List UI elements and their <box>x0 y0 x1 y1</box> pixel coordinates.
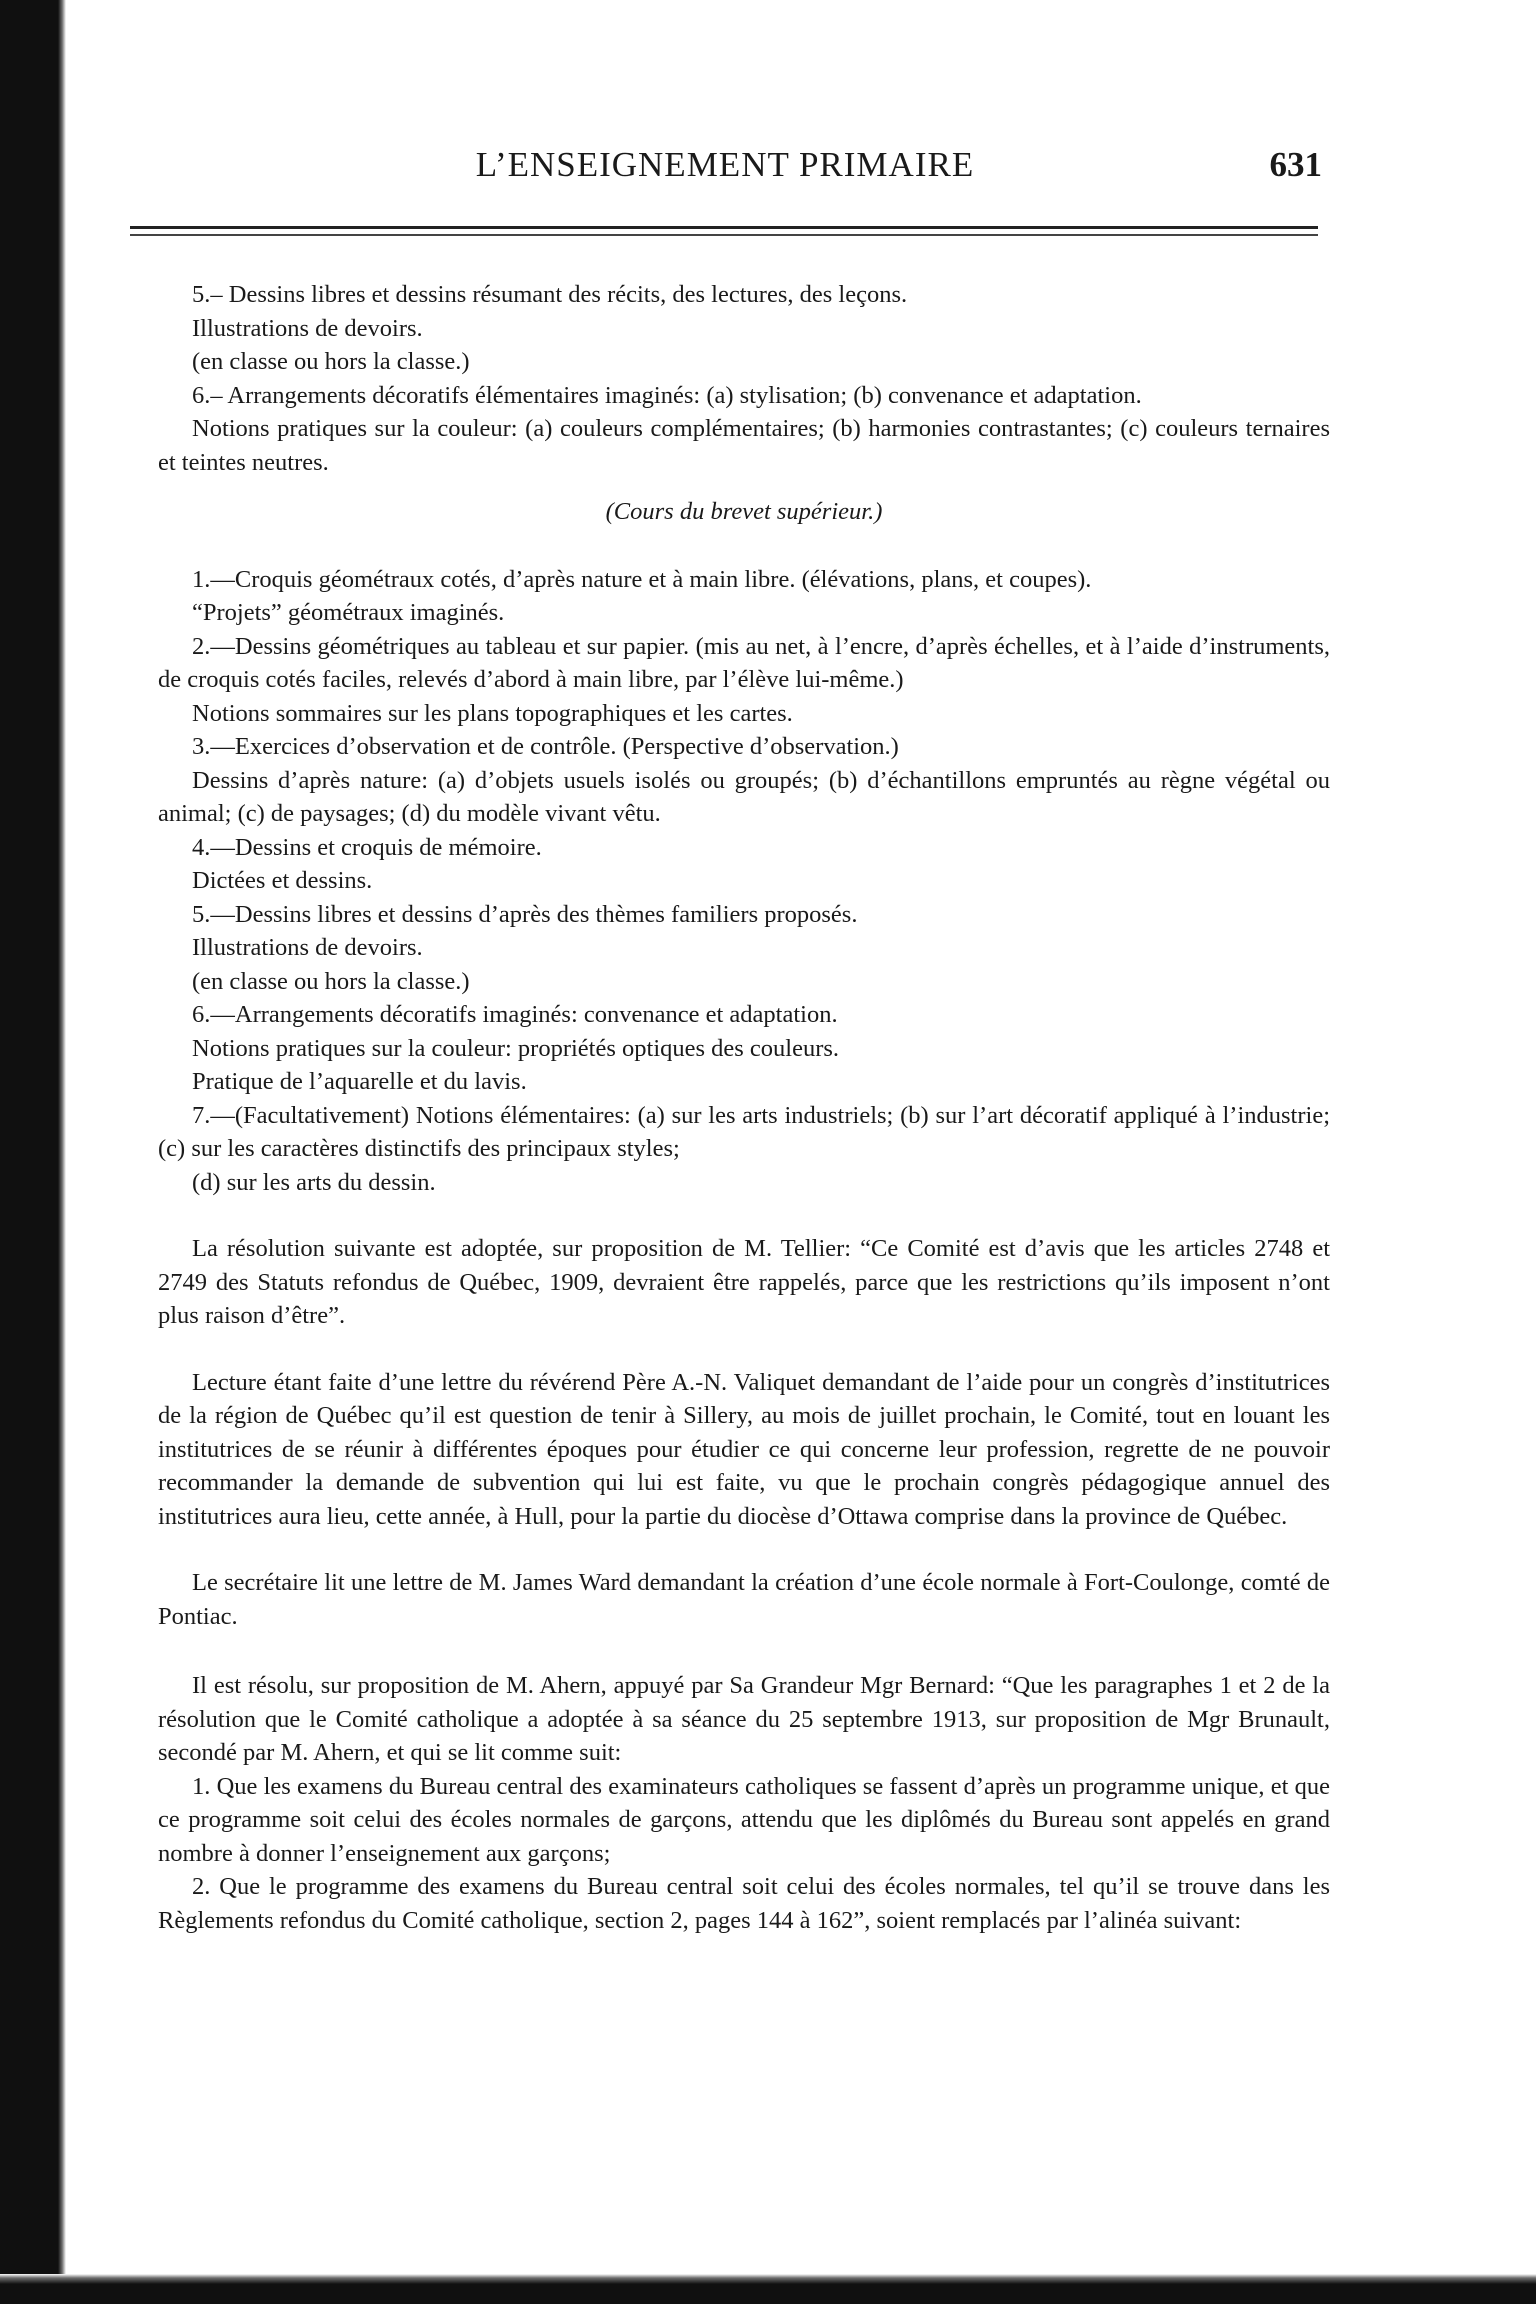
paragraph: 5.—Dessins libres et dessins d’après des thèmes familiers proposés. <box>192 900 858 928</box>
paragraph: Notions pratiques sur la couleur: propriétés optiques des couleurs. <box>192 1034 840 1062</box>
paragraph: 1.—Croquis géométraux cotés, d’après nature et à main libre. (élévations, plans, et coupes). <box>192 565 1092 593</box>
paragraph: 6.– Arrangements décoratifs élémentaires imaginés: (a) stylisation; (b) convenance et adaptation. <box>192 381 1142 409</box>
paragraph: Illustrations de devoirs. <box>192 934 423 961</box>
paragraph: 4.—Dessins et croquis de mémoire. <box>192 833 542 861</box>
paragraph: Le secrétaire lit une lettre de M. James Ward demandant la création d’une école normale à Fort-Coulonge, comté de Pontiac. <box>158 1569 1330 1630</box>
paragraph: 2.—Dessins géométriques au tableau et sur papier. (mis au net, à l’encre, d’après échelles, et à l’aide d’instruments, de croquis cotés faciles, relevés d’abord à main libre, par l’élève lui-même.) <box>158 632 1330 693</box>
paragraph: 7.—(Facultativement) Notions élémentaires: (a) sur les arts industriels; (b) sur l’art décoratif appliqué à l’industrie; (c) sur les caractères distinctifs des principaux styles; <box>158 1101 1330 1162</box>
page-body <box>158 278 1330 1937</box>
paragraph: 2. Que le programme des examens du Bureau central soit celui des écoles normales, tel qu’il se trouve dans les Règlements refondus du Comité catholique, section 2, pages 144 à 162”, soient remplacés par l’alinéa suivant: <box>158 1873 1330 1934</box>
paragraph: 5.– Dessins libres et dessins résumant des récits, des lectures, des leçons. <box>192 281 908 308</box>
paragraph: 1. Que les examens du Bureau central des examinateurs catholiques se fassent d’après un programme unique, et que ce programme soit celui des écoles normales de garçons, attendu que les diplômés du Bureau sont appelés en grand nombre à donner l’enseignement aux garçons; <box>158 1772 1330 1867</box>
paragraph: Dessins d’après nature: (a) d’objets usuels isolés ou groupés; (b) d’échantillons empruntés au règne végétal ou animal; (c) de paysages; (d) du modèle vivant vêtu. <box>158 766 1330 827</box>
section-heading: (Cours du brevet supérieur.) <box>605 498 883 525</box>
page-number: 631 <box>1269 145 1322 184</box>
paragraph: Il est résolu, sur proposition de M. Ahern, appuyé par Sa Grandeur Mgr Bernard: “Que les paragraphes 1 et 2 de la résolution que le Comité catholique a adoptée à sa séance du 25 septembre 1913, sur proposition de Mgr Brunault, secondé par M. Ahern, et qui se lit comme suit: <box>158 1672 1330 1766</box>
paragraph: Notions sommaires sur les plans topographiques et les cartes. <box>192 699 793 727</box>
scan-border-bottom <box>0 2274 1536 2304</box>
paragraph: “Projets” géométraux imaginés. <box>192 599 505 626</box>
paragraph: (en classe ou hors la classe.) <box>192 967 470 995</box>
page-header <box>128 140 1322 200</box>
paragraph: Notions pratiques sur la couleur: (a) couleurs complémentaires; (b) harmonies contrastantes; (c) couleurs ternaires et teintes neutres. <box>158 415 1330 476</box>
header-rule-top <box>130 226 1318 229</box>
paragraph: 3.—Exercices d’observation et de contrôle. (Perspective d’observation.) <box>192 733 899 760</box>
header-rule-bottom <box>130 234 1318 236</box>
paragraph: (en classe ou hors la classe.) <box>192 348 470 375</box>
paragraph: La résolution suivante est adoptée, sur proposition de M. Tellier: “Ce Comité est d’avis que les articles 2748 et 2749 des Statuts refondus de Québec, 1909, devraient être rappelés, parce que les restrictions qu’ils imposent n’ont plus raison d’être”. <box>158 1235 1330 1329</box>
scan-border-left <box>0 0 66 2304</box>
paragraph: (d) sur les arts du dessin. <box>192 1168 436 1196</box>
paragraph: Lecture étant faite d’une lettre du révérend Père A.-N. Valiquet demandant de l’aide pour un congrès d’institutrices de la région de Québec qu’il est question de tenir à Sillery, au mois de juillet prochain, le Comité, tout en louant les institutrices de se réunir à différentes époques pour étudier ce qui concerne leur profession, regrette de ne pouvoir recommander la demande de subvention qui lui est faite, vu que le prochain congrès pédagogique annuel des institutrices aura lieu, cette année, à Hull, pour la partie du diocèse d’Ottawa comprise dans la province de Québec. <box>158 1368 1330 1530</box>
paragraph: 6.—Arrangements décoratifs imaginés: convenance et adaptation. <box>192 1001 838 1028</box>
running-head: L’ENSEIGNEMENT PRIMAIRE <box>475 145 975 184</box>
paragraph: Dictées et dessins. <box>192 867 373 894</box>
paragraph: Illustrations de devoirs. <box>192 314 423 342</box>
paragraph: Pratique de l’aquarelle et du lavis. <box>192 1068 527 1095</box>
